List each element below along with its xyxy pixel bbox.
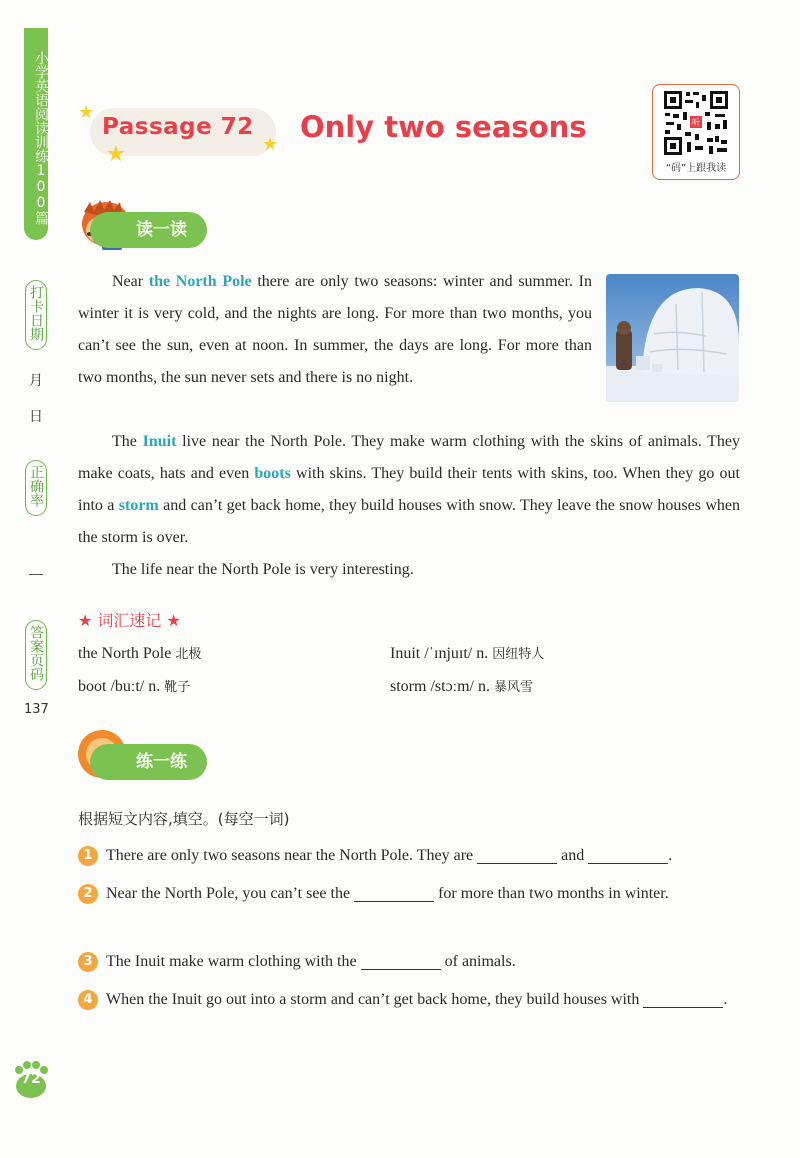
answer-blank[interactable]	[477, 845, 557, 864]
paragraph-2: The Inuit live near the North Pole. They make warm clothing with the skins of animals. They make coats, hats and even boots with skins. They build their tents with skins, too. When they go out into a storm and can’t get back home, they build houses with snow. They leave the snow houses when the storm is over.	[78, 433, 741, 546]
answer-blank[interactable]	[361, 951, 441, 970]
answer-blank[interactable]	[588, 845, 668, 864]
paragraph-3: The life near the North Pole is very interesting.	[112, 561, 414, 578]
question-4: 4 When the Inuit go out into a storm and can’t get back home, they build houses with .	[78, 984, 740, 1016]
keyword-north-pole: the North Pole	[148, 273, 252, 290]
paragraph-1: Near the North Pole there are only two seasons: winter and summer. In winter it is very cold, and the nights are long. For more than two months, you can’t see the sun, even at noon. In summer, the days are long. For more than two months, the sun never sets and there is no night.	[78, 273, 592, 386]
keyword-inuit: Inuit	[142, 433, 177, 450]
vocab-item: storm /stɔːm/ n. 暴风雪	[390, 678, 534, 695]
star-icon: ★	[78, 102, 95, 122]
sidebar-accuracy-label: 正确率	[25, 460, 47, 516]
vocab-heading: ★ 词汇速记 ★	[78, 611, 181, 630]
sidebar-day: 日	[29, 409, 43, 425]
sidebar-book-title: 小学英语阅读训练100篇	[24, 28, 48, 240]
vocab-item: Inuit /ˈɪnjuɪt/ n. 因纽特人	[390, 645, 545, 662]
passage-number: Passage 72	[102, 114, 254, 140]
exercise-instruction: 根据短文内容,填空。(每空一词)	[78, 810, 290, 828]
qr-caption: “码”上跟我读	[665, 163, 727, 174]
passage-header	[78, 102, 614, 166]
answer-blank[interactable]	[643, 989, 723, 1008]
sidebar-answer-page-number: 137	[24, 702, 49, 717]
question-number: 2	[78, 884, 98, 904]
question-3: 3 The Inuit make warm clothing with the of animals.	[78, 946, 740, 978]
section-badge-practice: 练一练	[90, 744, 207, 780]
page-title: Only two seasons	[300, 110, 587, 144]
igloo-photo	[606, 274, 739, 402]
qr-code-icon[interactable]	[663, 90, 729, 156]
qr-code-box[interactable]	[652, 84, 740, 180]
question-1: 1 There are only two seasons near the North Pole. They are and .	[78, 840, 740, 872]
question-number: 4	[78, 990, 98, 1010]
sidebar-checkin-label: 打卡日期	[25, 280, 47, 350]
sidebar-month: 月	[29, 373, 43, 389]
question-number: 3	[78, 952, 98, 972]
svg-text:听: 听	[692, 118, 700, 127]
question-2: 2 Near the North Pole, you can’t see the for more than two months in winter.	[78, 878, 740, 910]
keyword-boots: boots	[254, 465, 291, 482]
star-icon: ★	[106, 141, 126, 166]
section-badge-read: 读一读	[90, 212, 207, 248]
sidebar-divider	[29, 574, 43, 575]
sidebar-answer-page-label: 答案页码	[25, 620, 47, 690]
keyword-storm: storm	[118, 497, 159, 514]
vocab-item: the North Pole 北极	[78, 645, 202, 662]
question-number: 1	[78, 846, 98, 866]
vocab-item: boot /buːt/ n. 靴子	[78, 678, 191, 695]
answer-blank[interactable]	[354, 883, 434, 902]
star-icon: ★	[262, 134, 279, 154]
page-number: 72	[21, 1071, 41, 1087]
